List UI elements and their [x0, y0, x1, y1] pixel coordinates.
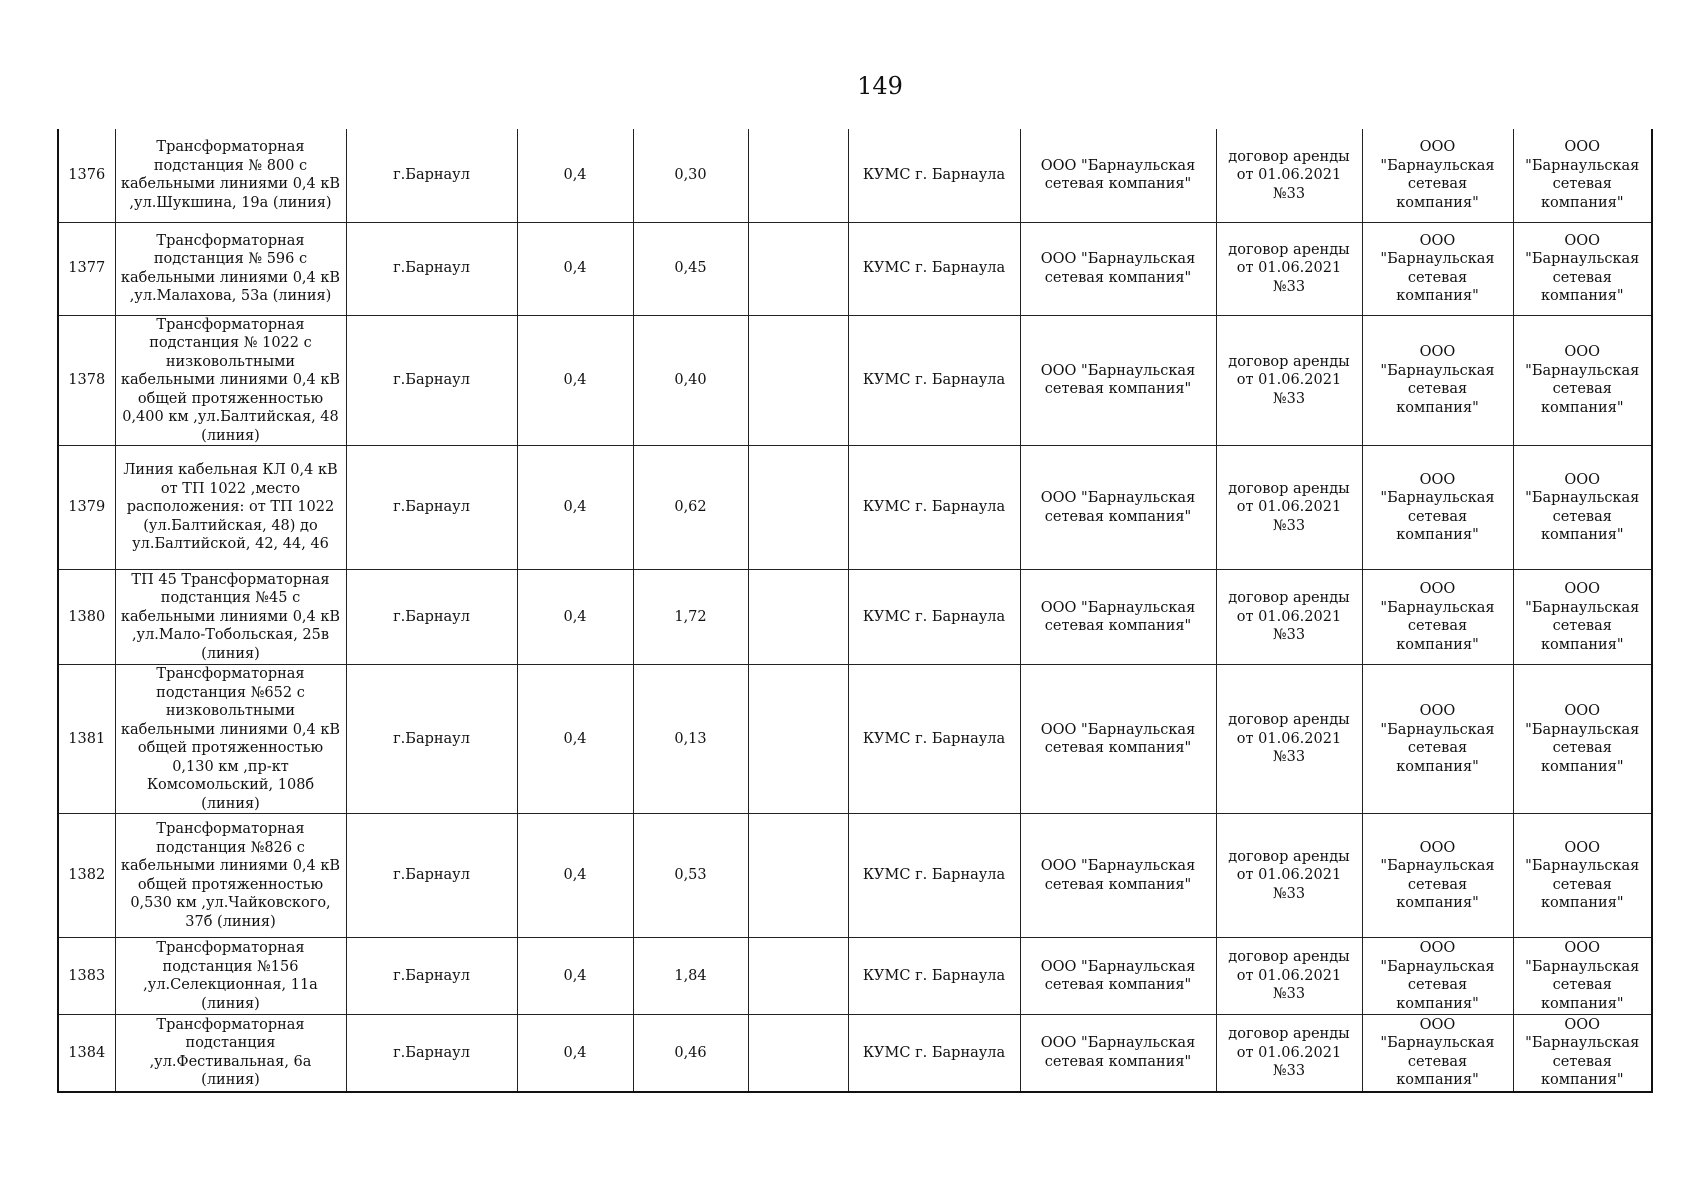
empty-cell	[748, 446, 848, 570]
row-number-cell	[58, 665, 115, 814]
city-cell-text: г.Барнаул	[393, 730, 470, 747]
row-number-cell	[58, 1015, 115, 1092]
basis-cell-text: договор аренды от 01.06.2021 №33	[1228, 590, 1350, 644]
length-cell	[633, 814, 748, 938]
basis-cell-text: договор аренды от 01.06.2021 №33	[1228, 148, 1350, 202]
holder-cell-text: ООО "Барнаульская сетевая компания"	[1040, 599, 1196, 634]
holder-cell	[1020, 129, 1216, 222]
basis-cell	[1216, 222, 1362, 315]
basis-cell-text: договор аренды от 01.06.2021 №33	[1228, 848, 1350, 902]
object-name-cell-text: Трансформаторная подстанция № 1022 с низковольтными кабельными линиями 0,4 кВ общей протяженностью 0,400 км ,ул.Балтийская, 48 (линия)	[120, 316, 341, 444]
table-row	[58, 938, 1652, 1015]
object-name-cell	[115, 665, 346, 814]
table-row	[58, 129, 1652, 222]
operator-cell	[1513, 222, 1652, 315]
object-name-cell	[115, 222, 346, 315]
holder-cell-text: ООО "Барнаульская сетевая компания"	[1040, 958, 1196, 993]
row-number-cell-text: 1382	[68, 867, 106, 884]
owner-cell	[848, 222, 1020, 315]
object-name-cell-text: Трансформаторная подстанция №826 с кабельными линиями 0,4 кВ общей протяженностью 0,530 км ,ул.Чайковского, 37б (линия)	[120, 821, 341, 930]
user-cell	[1362, 814, 1513, 938]
operator-cell-text: ООО "Барнаульская сетевая компания"	[1525, 940, 1640, 1012]
object-name-cell-text: Трансформаторная подстанция ,ул.Фестивальная, 6а (линия)	[149, 1016, 312, 1089]
voltage-cell-text: 0,4	[563, 167, 587, 183]
voltage-cell	[517, 665, 633, 814]
city-cell-text: г.Барнаул	[393, 499, 470, 516]
basis-cell	[1216, 814, 1362, 938]
operator-cell	[1513, 315, 1652, 446]
row-number-cell-text: 1380	[68, 608, 106, 625]
basis-cell	[1216, 938, 1362, 1015]
user-cell-text: ООО "Барнаульская сетевая компания"	[1380, 703, 1495, 775]
page-number: 149	[857, 72, 903, 100]
table-row	[58, 446, 1652, 570]
city-cell	[346, 938, 517, 1015]
owner-cell	[848, 129, 1020, 222]
owner-cell-text: КУМС г. Барнаула	[862, 260, 1006, 277]
row-number-cell	[58, 129, 115, 222]
user-cell-text: ООО "Барнаульская сетевая компания"	[1380, 344, 1495, 416]
basis-cell-text: договор аренды от 01.06.2021 №33	[1228, 712, 1350, 766]
table-row	[58, 1015, 1652, 1092]
owner-cell	[848, 814, 1020, 938]
object-name-cell	[115, 1015, 346, 1092]
length-cell-text: 0,46	[674, 1044, 707, 1061]
operator-cell-text: ООО "Барнаульская сетевая компания"	[1525, 139, 1640, 211]
voltage-cell-text: 0,4	[563, 730, 587, 747]
owner-cell	[848, 665, 1020, 814]
length-cell	[633, 315, 748, 446]
basis-cell	[1216, 1015, 1362, 1092]
empty-cell	[748, 315, 848, 446]
holder-cell	[1020, 1015, 1216, 1092]
voltage-cell	[517, 938, 633, 1015]
owner-cell-text: КУМС г. Барнаула	[862, 499, 1006, 516]
table-row	[58, 814, 1652, 938]
object-name-cell-text: Линия кабельная КЛ 0,4 кВ от ТП 1022 ,место расположения: от ТП 1022 (ул.Балтийская, 48) до ул.Балтийской, 42, 44, 46	[123, 462, 338, 553]
row-number-cell-text: 1383	[68, 967, 106, 984]
city-cell	[346, 665, 517, 814]
operator-cell	[1513, 938, 1652, 1015]
city-cell	[346, 129, 517, 222]
holder-cell-text: ООО "Барнаульская сетевая компания"	[1040, 251, 1196, 286]
table-row	[58, 570, 1652, 665]
basis-cell	[1216, 665, 1362, 814]
user-cell	[1362, 665, 1513, 814]
holder-cell-text: ООО "Барнаульская сетевая компания"	[1040, 362, 1196, 398]
owner-cell	[848, 1015, 1020, 1092]
user-cell	[1362, 315, 1513, 446]
registry-table-body	[58, 129, 1652, 1092]
length-cell	[633, 938, 748, 1015]
row-number-cell	[58, 315, 115, 446]
voltage-cell-text: 0,4	[563, 967, 587, 984]
object-name-cell	[115, 938, 346, 1015]
voltage-cell-text: 0,4	[563, 1044, 587, 1061]
owner-cell-text: КУМС г. Барнаула	[862, 167, 1006, 183]
city-cell-text: г.Барнаул	[393, 867, 470, 884]
holder-cell	[1020, 938, 1216, 1015]
length-cell-text: 1,72	[674, 608, 707, 625]
registry-table	[57, 129, 1653, 1093]
voltage-cell-text: 0,4	[563, 867, 587, 884]
voltage-cell-text: 0,4	[563, 260, 587, 277]
city-cell	[346, 1015, 517, 1092]
length-cell	[633, 1015, 748, 1092]
length-cell	[633, 446, 748, 570]
holder-cell-text: ООО "Барнаульская сетевая компания"	[1040, 490, 1196, 525]
operator-cell-text: ООО "Барнаульская сетевая компания"	[1525, 232, 1640, 304]
user-cell	[1362, 129, 1513, 222]
city-cell	[346, 446, 517, 570]
length-cell	[633, 570, 748, 665]
length-cell	[633, 129, 748, 222]
user-cell	[1362, 570, 1513, 665]
object-name-cell	[115, 446, 346, 570]
operator-cell	[1513, 814, 1652, 938]
voltage-cell	[517, 129, 633, 222]
city-cell-text: г.Барнаул	[393, 967, 470, 984]
empty-cell	[748, 222, 848, 315]
holder-cell-text: ООО "Барнаульская сетевая компания"	[1040, 157, 1196, 193]
voltage-cell	[517, 1015, 633, 1092]
length-cell-text: 0,62	[674, 499, 707, 516]
owner-cell-text: КУМС г. Барнаула	[862, 608, 1006, 625]
length-cell-text: 0,30	[674, 167, 707, 183]
object-name-cell-text: Трансформаторная подстанция №652 с низковольтными кабельными линиями 0,4 кВ общей протяженностью 0,130 км ,пр-кт Комсомольский, 108б (линия)	[120, 666, 341, 812]
voltage-cell-text: 0,4	[563, 499, 587, 516]
basis-cell	[1216, 570, 1362, 665]
object-name-cell-text: Трансформаторная подстанция № 800 с кабельными линиями 0,4 кВ ,ул.Шукшина, 19а (линия)	[120, 139, 341, 211]
user-cell-text: ООО "Барнаульская сетевая компания"	[1380, 839, 1495, 911]
object-name-cell	[115, 315, 346, 446]
holder-cell-text: ООО "Барнаульская сетевая компания"	[1040, 721, 1196, 756]
city-cell	[346, 814, 517, 938]
owner-cell	[848, 315, 1020, 446]
user-cell	[1362, 938, 1513, 1015]
row-number-cell	[58, 222, 115, 315]
basis-cell-text: договор аренды от 01.06.2021 №33	[1228, 241, 1350, 295]
table-row	[58, 315, 1652, 446]
row-number-cell	[58, 814, 115, 938]
owner-cell-text: КУМС г. Барнаула	[862, 372, 1006, 388]
holder-cell-text: ООО "Барнаульская сетевая компания"	[1040, 1035, 1196, 1070]
city-cell-text: г.Барнаул	[393, 372, 470, 388]
table-row	[58, 222, 1652, 315]
city-cell	[346, 315, 517, 446]
basis-cell-text: договор аренды от 01.06.2021 №33	[1228, 1026, 1350, 1079]
holder-cell	[1020, 570, 1216, 665]
operator-cell-text: ООО "Барнаульская сетевая компания"	[1525, 1016, 1640, 1089]
row-number-cell-text: 1381	[68, 730, 106, 747]
user-cell-text: ООО "Барнаульская сетевая компания"	[1380, 1016, 1495, 1089]
owner-cell-text: КУМС г. Барнаула	[862, 1044, 1006, 1061]
row-number-cell	[58, 570, 115, 665]
length-cell-text: 1,84	[674, 967, 707, 984]
object-name-cell	[115, 814, 346, 938]
operator-cell	[1513, 129, 1652, 222]
length-cell-text: 0,45	[674, 260, 707, 277]
empty-cell	[748, 665, 848, 814]
object-name-cell-text: ТП 45 Трансформаторная подстанция №45 с кабельными линиями 0,4 кВ ,ул.Мало-Тобольская, 25в (линия)	[120, 571, 341, 662]
operator-cell-text: ООО "Барнаульская сетевая компания"	[1525, 581, 1640, 653]
voltage-cell	[517, 446, 633, 570]
length-cell-text: 0,53	[674, 867, 707, 884]
table-row	[58, 665, 1652, 814]
basis-cell-text: договор аренды от 01.06.2021 №33	[1228, 949, 1350, 1003]
object-name-cell-text: Трансформаторная подстанция № 596 с кабельными линиями 0,4 кВ ,ул.Малахова, 53а (линия)	[120, 232, 341, 304]
operator-cell-text: ООО "Барнаульская сетевая компания"	[1525, 703, 1640, 775]
basis-cell-text: договор аренды от 01.06.2021 №33	[1228, 480, 1350, 534]
object-name-cell-text: Трансформаторная подстанция №156 ,ул.Селекционная, 11а (линия)	[143, 940, 318, 1012]
owner-cell	[848, 570, 1020, 665]
operator-cell-text: ООО "Барнаульская сетевая компания"	[1525, 839, 1640, 911]
user-cell	[1362, 1015, 1513, 1092]
empty-cell	[748, 938, 848, 1015]
city-cell-text: г.Барнаул	[393, 1044, 470, 1061]
user-cell-text: ООО "Барнаульская сетевая компания"	[1380, 139, 1495, 211]
operator-cell	[1513, 665, 1652, 814]
owner-cell-text: КУМС г. Барнаула	[862, 967, 1006, 984]
city-cell-text: г.Барнаул	[393, 260, 470, 277]
holder-cell	[1020, 446, 1216, 570]
row-number-cell-text: 1379	[68, 499, 106, 516]
basis-cell-text: договор аренды от 01.06.2021 №33	[1228, 353, 1350, 407]
user-cell-text: ООО "Барнаульская сетевая компания"	[1380, 940, 1495, 1012]
empty-cell	[748, 814, 848, 938]
owner-cell	[848, 938, 1020, 1015]
empty-cell	[748, 570, 848, 665]
voltage-cell	[517, 814, 633, 938]
owner-cell-text: КУМС г. Барнаула	[862, 867, 1006, 884]
holder-cell	[1020, 222, 1216, 315]
voltage-cell	[517, 570, 633, 665]
holder-cell-text: ООО "Барнаульская сетевая компания"	[1040, 858, 1196, 893]
basis-cell	[1216, 315, 1362, 446]
user-cell-text: ООО "Барнаульская сетевая компания"	[1380, 581, 1495, 653]
user-cell-text: ООО "Барнаульская сетевая компания"	[1380, 232, 1495, 304]
row-number-cell-text: 1376	[68, 167, 106, 183]
voltage-cell-text: 0,4	[563, 608, 587, 625]
holder-cell	[1020, 814, 1216, 938]
basis-cell	[1216, 129, 1362, 222]
city-cell	[346, 570, 517, 665]
operator-cell	[1513, 570, 1652, 665]
empty-cell	[748, 1015, 848, 1092]
voltage-cell-text: 0,4	[563, 372, 587, 388]
user-cell	[1362, 446, 1513, 570]
operator-cell	[1513, 1015, 1652, 1092]
user-cell	[1362, 222, 1513, 315]
voltage-cell	[517, 222, 633, 315]
city-cell-text: г.Барнаул	[393, 167, 470, 183]
operator-cell-text: ООО "Барнаульская сетевая компания"	[1525, 344, 1640, 416]
basis-cell	[1216, 446, 1362, 570]
city-cell	[346, 222, 517, 315]
empty-cell	[748, 129, 848, 222]
holder-cell	[1020, 665, 1216, 814]
owner-cell-text: КУМС г. Барнаула	[862, 730, 1006, 747]
row-number-cell-text: 1384	[68, 1044, 106, 1061]
row-number-cell-text: 1377	[68, 260, 106, 277]
length-cell-text: 0,13	[674, 730, 707, 747]
row-number-cell-text: 1378	[68, 372, 106, 388]
row-number-cell	[58, 938, 115, 1015]
holder-cell	[1020, 315, 1216, 446]
row-number-cell	[58, 446, 115, 570]
object-name-cell	[115, 129, 346, 222]
length-cell	[633, 665, 748, 814]
user-cell-text: ООО "Барнаульская сетевая компания"	[1380, 471, 1495, 543]
object-name-cell	[115, 570, 346, 665]
owner-cell	[848, 446, 1020, 570]
city-cell-text: г.Барнаул	[393, 608, 470, 625]
voltage-cell	[517, 315, 633, 446]
length-cell-text: 0,40	[674, 372, 707, 388]
operator-cell	[1513, 446, 1652, 570]
operator-cell-text: ООО "Барнаульская сетевая компания"	[1525, 471, 1640, 543]
length-cell	[633, 222, 748, 315]
